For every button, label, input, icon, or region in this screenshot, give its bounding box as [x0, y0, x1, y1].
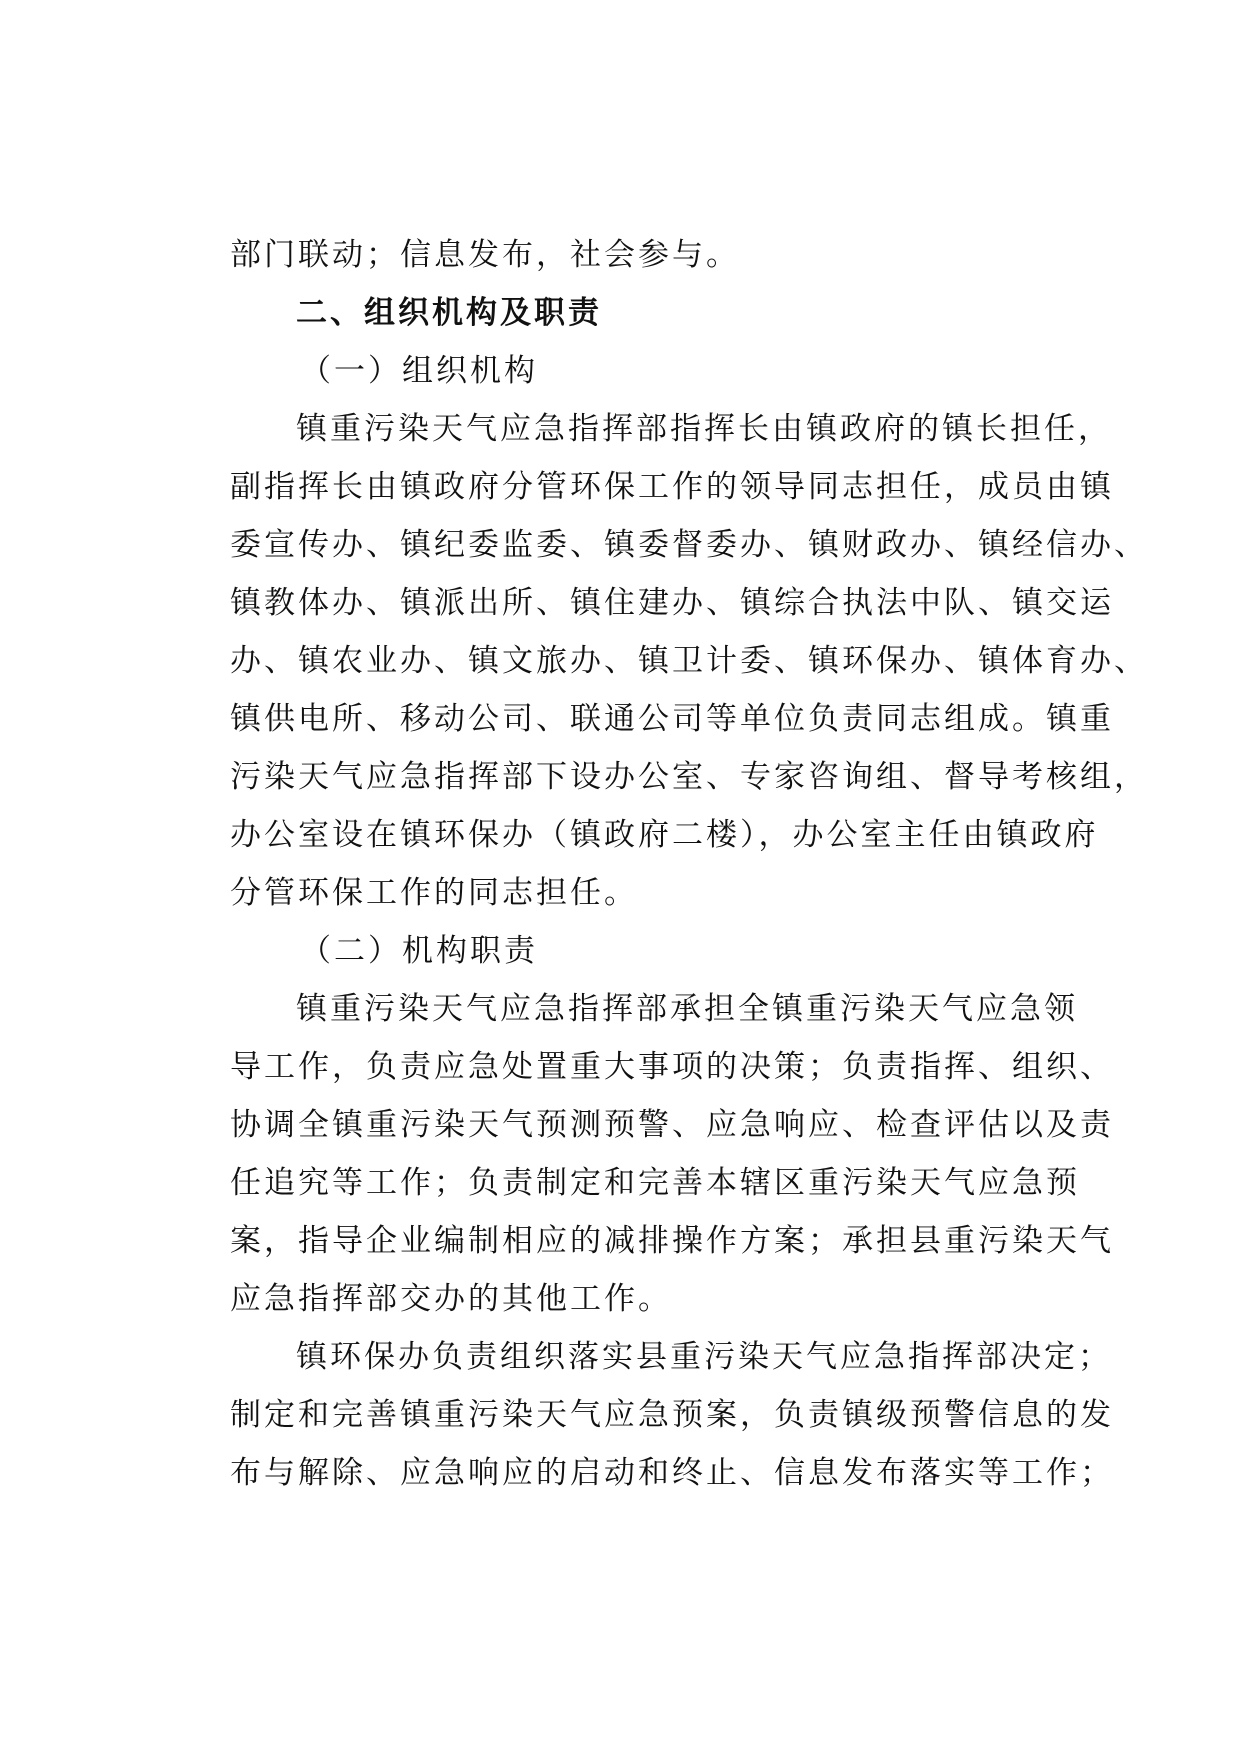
paragraph-hq-duties: [230, 980, 1114, 1328]
paragraph-line: 协调全镇重污染天气预测预警、应急响应、检查评估以及责: [230, 1107, 1114, 1143]
subsection-title-duties: （二）机构职责: [300, 933, 538, 969]
paragraph-line: 污染天气应急指挥部下设办公室、专家咨询组、督导考核组，: [230, 759, 1148, 795]
paragraph-line: 任追究等工作；负责制定和完善本辖区重污染天气应急预: [230, 1165, 1080, 1201]
paragraph-env-office-duties: [230, 1328, 1114, 1502]
subsection-title-organization: （一）组织机构: [300, 353, 538, 389]
document-body: [230, 226, 1148, 1502]
paragraph-organization: [230, 400, 1148, 922]
paragraph-line: 委宣传办、镇纪委监委、镇委督委办、镇财政办、镇经信办、: [230, 527, 1148, 563]
paragraph-line: 镇供电所、移动公司、联通公司等单位负责同志组成。镇重: [230, 701, 1114, 737]
paragraph-line: 镇环保办负责组织落实县重污染天气应急指挥部决定；: [296, 1339, 1112, 1375]
paragraph-line: 导工作，负责应急处置重大事项的决策；负责指挥、组织、: [230, 1049, 1114, 1085]
paragraph-line: 办、镇农业办、镇文旅办、镇卫计委、镇环保办、镇体育办、: [230, 643, 1148, 679]
paragraph-line: 镇重污染天气应急指挥部承担全镇重污染天气应急领: [296, 991, 1078, 1027]
intro-tail-line: 部门联动；信息发布，社会参与。: [230, 237, 740, 273]
paragraph-line: 应急指挥部交办的其他工作。: [230, 1281, 672, 1317]
paragraph-line: 办公室设在镇环保办（镇政府二楼），办公室主任由镇政府: [230, 817, 1099, 853]
paragraph-line: 镇教体办、镇派出所、镇住建办、镇综合执法中队、镇交运: [230, 585, 1114, 621]
paragraph-line: 镇重污染天气应急指挥部指挥长由镇政府的镇长担任，: [296, 411, 1112, 447]
paragraph-line: 案，指导企业编制相应的减排操作方案；承担县重污染天气: [230, 1223, 1114, 1259]
paragraph-line: 分管环保工作的同志担任。: [230, 875, 638, 911]
paragraph-line: 制定和完善镇重污染天气应急预案，负责镇级预警信息的发: [230, 1397, 1114, 1433]
section-title: 二、组织机构及职责: [296, 295, 602, 331]
paragraph-line: 布与解除、应急响应的启动和终止、信息发布落实等工作；: [230, 1455, 1114, 1491]
paragraph-line: 副指挥长由镇政府分管环保工作的领导同志担任，成员由镇: [230, 469, 1114, 505]
